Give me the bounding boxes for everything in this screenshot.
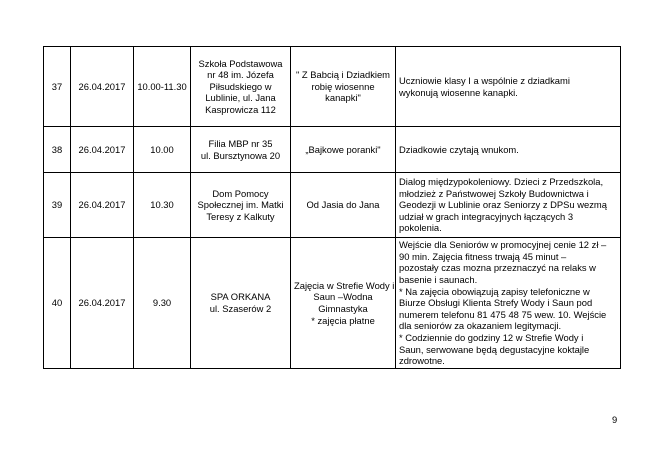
description-line: Wejście dla Seniorów w promocyjnej cenie 12 zł – [399, 239, 607, 251]
description-line: dla seniorów za okazaniem legitymacji. [399, 320, 562, 332]
description-line: udział w grach integracyjnych łączących 3 [399, 210, 574, 222]
event-line: kanapki" [325, 92, 361, 104]
event-line: robię wiosenne [311, 80, 375, 92]
table-row [44, 127, 621, 173]
event-date: 26.04.2017 [71, 47, 134, 127]
event-title [291, 173, 396, 238]
event-title [291, 127, 396, 173]
row-number: 37 [44, 47, 71, 127]
description-line: 90 min. Zajęcia fitness trwają 45 minut – [399, 250, 567, 262]
description-line: wykonują wiosenne kanapki. [399, 86, 518, 98]
description-line: Biurze Obsługi Klienta Strefy Wody i Saun pod [399, 297, 593, 309]
row-number: 38 [44, 127, 71, 173]
description-line: Dialog międzypokoleniowy. Dzieci z Przedszkola, [399, 176, 604, 188]
event-place [191, 238, 291, 369]
place-line: Społecznej im. Matki [197, 199, 284, 211]
place-line: ul. Bursztynowa 20 [200, 149, 281, 161]
event-title [291, 238, 396, 369]
description-line: młodzież z Państwowej Szkoły Budownictwa i [399, 187, 589, 199]
event-description [396, 238, 621, 369]
event-title [291, 47, 396, 127]
row-number: 40 [44, 238, 71, 369]
event-line: Gimnastyka [318, 303, 368, 314]
event-time: 10.00 [134, 127, 191, 173]
event-time: 9.30 [134, 238, 191, 369]
page-number: 9 [612, 414, 618, 425]
table-row [44, 238, 621, 369]
description-line: * Na zajęcia obowiązują zapisy telefoniczne w [399, 285, 590, 297]
event-time: 10.30 [134, 173, 191, 238]
event-time: 10.00-11.30 [134, 47, 191, 127]
row-number: 39 [44, 173, 71, 238]
place-line: Piłsudskiego w [209, 80, 272, 92]
place-line: Filia MBP nr 35 [208, 137, 273, 149]
place-line: Lublinie, ul. Jana [205, 92, 276, 104]
table-row [44, 47, 621, 127]
description-line: zdrowotne. [399, 355, 445, 367]
place-line: ul. Szaserów 2 [209, 303, 272, 314]
table-row [44, 173, 621, 238]
place-line: Dom Pomocy [212, 187, 269, 199]
event-date: 26.04.2017 [71, 127, 134, 173]
event-description [396, 127, 621, 173]
event-line: „Bajkowe poranki" [305, 143, 381, 155]
place-line: SPA ORKANA [210, 291, 271, 303]
description-line: pokolenia. [399, 222, 442, 234]
description-line: * Codziennie do godziny 12 w Strefie Wody i [399, 331, 584, 343]
event-place [191, 127, 291, 173]
description-line: basenie i saunach. [399, 274, 478, 286]
event-line: Saun –Wodna [313, 291, 373, 303]
description-line: Geodezji w Lublinie oraz Seniorzy z DPSu wezmą [399, 199, 607, 211]
place-line: Kasprowicza 112 [205, 103, 276, 115]
event-line: " Z Babcią i Dziadkiem [296, 69, 390, 81]
place-line: Teresy z Kalkuty [206, 210, 275, 222]
description-line: pozostały czas mozna przeznaczyć na relaks w [399, 262, 596, 274]
events-table [43, 46, 621, 369]
event-date: 26.04.2017 [71, 238, 134, 369]
description-line: Saun, serwowane będą degustacyjne koktajle [399, 343, 590, 355]
place-line: Szkoła Podstawowa [198, 57, 283, 69]
event-description [396, 173, 621, 238]
event-place [191, 47, 291, 127]
event-line: Od Jasia do Jana [306, 199, 380, 211]
event-place [191, 173, 291, 238]
event-line: * zajęcia płatne [311, 314, 375, 326]
event-description [396, 47, 621, 127]
event-line: Zajęcia w Strefie Wody i [294, 279, 395, 291]
place-line: nr 48 im. Józefa [207, 69, 274, 81]
events-table-body [44, 47, 621, 369]
description-line: Dziadkowie czytają wnukom. [399, 143, 519, 155]
event-date: 26.04.2017 [71, 173, 134, 238]
description-line: Uczniowie klasy I a wspólnie z dziadkami [399, 74, 570, 86]
description-line: numerem telefonu 81 475 48 75 wew. 10. Wejście [399, 308, 607, 320]
